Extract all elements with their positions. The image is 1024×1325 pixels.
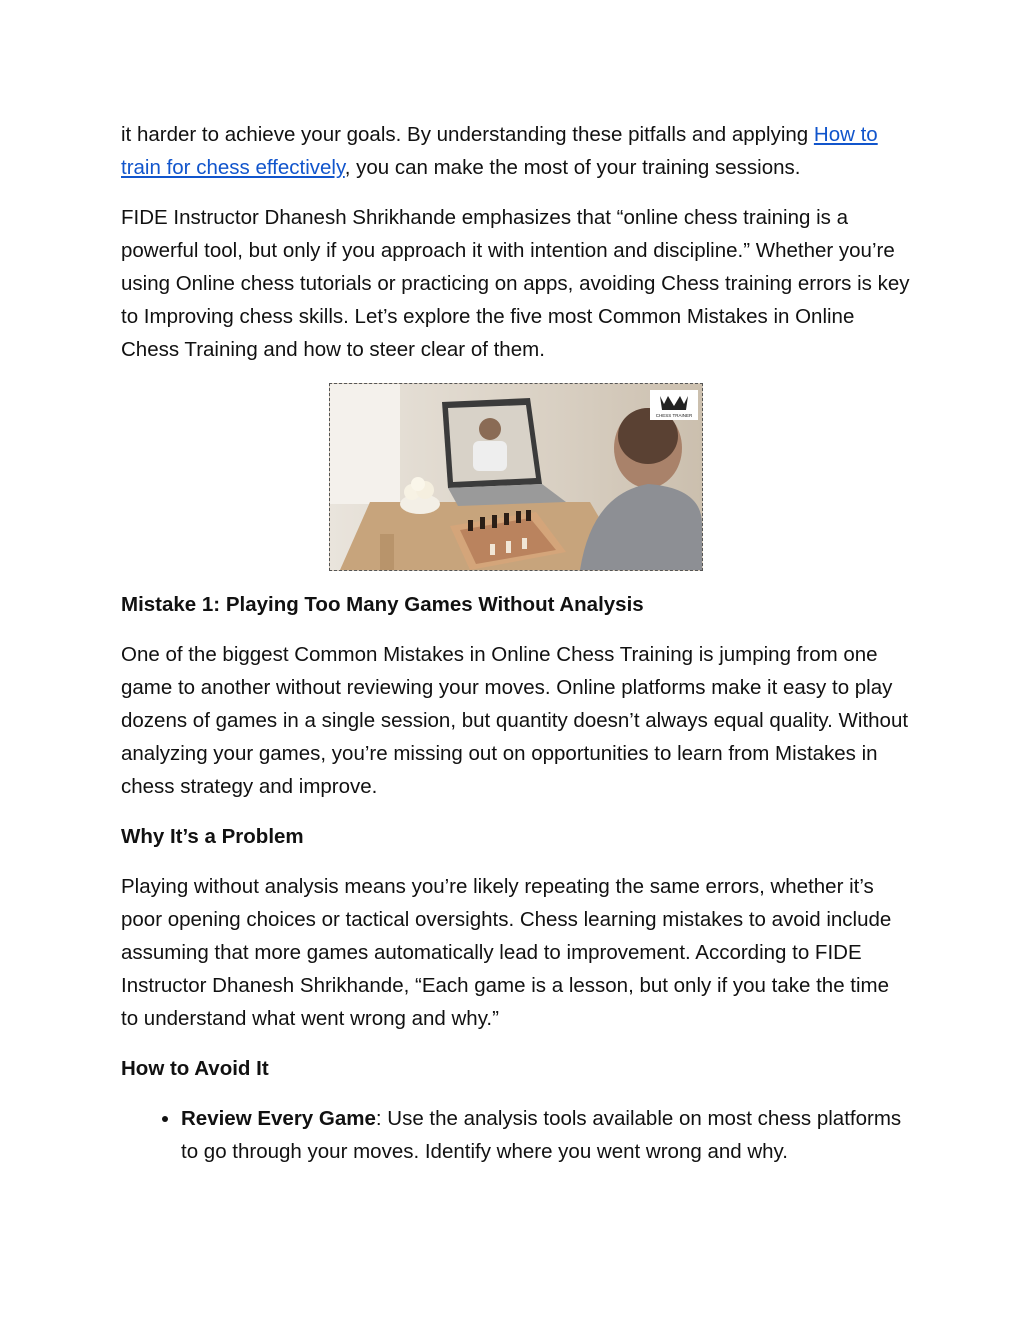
- list-item-text: : Use the analysis tools available on most chess platforms to go through your moves. Identify where you went wrong and why.: [181, 1107, 902, 1163]
- why-problem-paragraph: Playing without analysis means you’re likely repeating the same errors, whether it’s poor opening choices or tactical oversights. Chess learning mistakes to avoid include assuming that more games automatically lead to improvement. According to FIDE Instructor Dhanesh Shrikhande, “Each game is a lesson, but only if you take the time to understand what went wrong and why.”: [121, 875, 892, 1030]
- train-chess-link[interactable]: How to train for chess effectively: [121, 123, 878, 179]
- why-problem-heading: Why It’s a Problem: [121, 825, 304, 848]
- figure-container: [121, 383, 911, 571]
- avoid-list: [121, 1102, 911, 1168]
- intro-paragraph-1: [121, 118, 911, 184]
- intro-text-b: , you can make the most of your training sessions.: [344, 156, 801, 179]
- list-item-bold: Review Every Game: [181, 1107, 376, 1130]
- photo-logo: CHESS TRAINER: [655, 413, 693, 418]
- list-item: [181, 1102, 911, 1168]
- intro-text-a: it harder to achieve your goals. By understanding these pitfalls and applying: [121, 123, 814, 146]
- photo-illustration: [330, 384, 702, 570]
- intro-paragraph-2: FIDE Instructor Dhanesh Shrikhande emphasizes that “online chess training is a powerful tool, but only if you approach it with intention and discipline.” Whether you’re using Online chess tutorials or practicing on apps, avoiding Chess training errors is key to Improving chess skills. Let’s explore the five most Common Mistakes in Online Chess Training and how to steer clear of them.: [121, 206, 910, 361]
- document-body: [121, 118, 911, 1168]
- mistake-1-heading: Mistake 1: Playing Too Many Games Without Analysis: [121, 593, 644, 616]
- mistake-1-paragraph: One of the biggest Common Mistakes in Online Chess Training is jumping from one game to another without reviewing your moves. Online platforms make it easy to play dozens of games in a single session, but quantity doesn’t always equal quality. Without analyzing your games, you’re missing out on opportunities to learn from Mistakes in chess strategy and improve.: [121, 643, 909, 798]
- chess-training-photo: [329, 383, 703, 571]
- how-avoid-heading: How to Avoid It: [121, 1057, 269, 1080]
